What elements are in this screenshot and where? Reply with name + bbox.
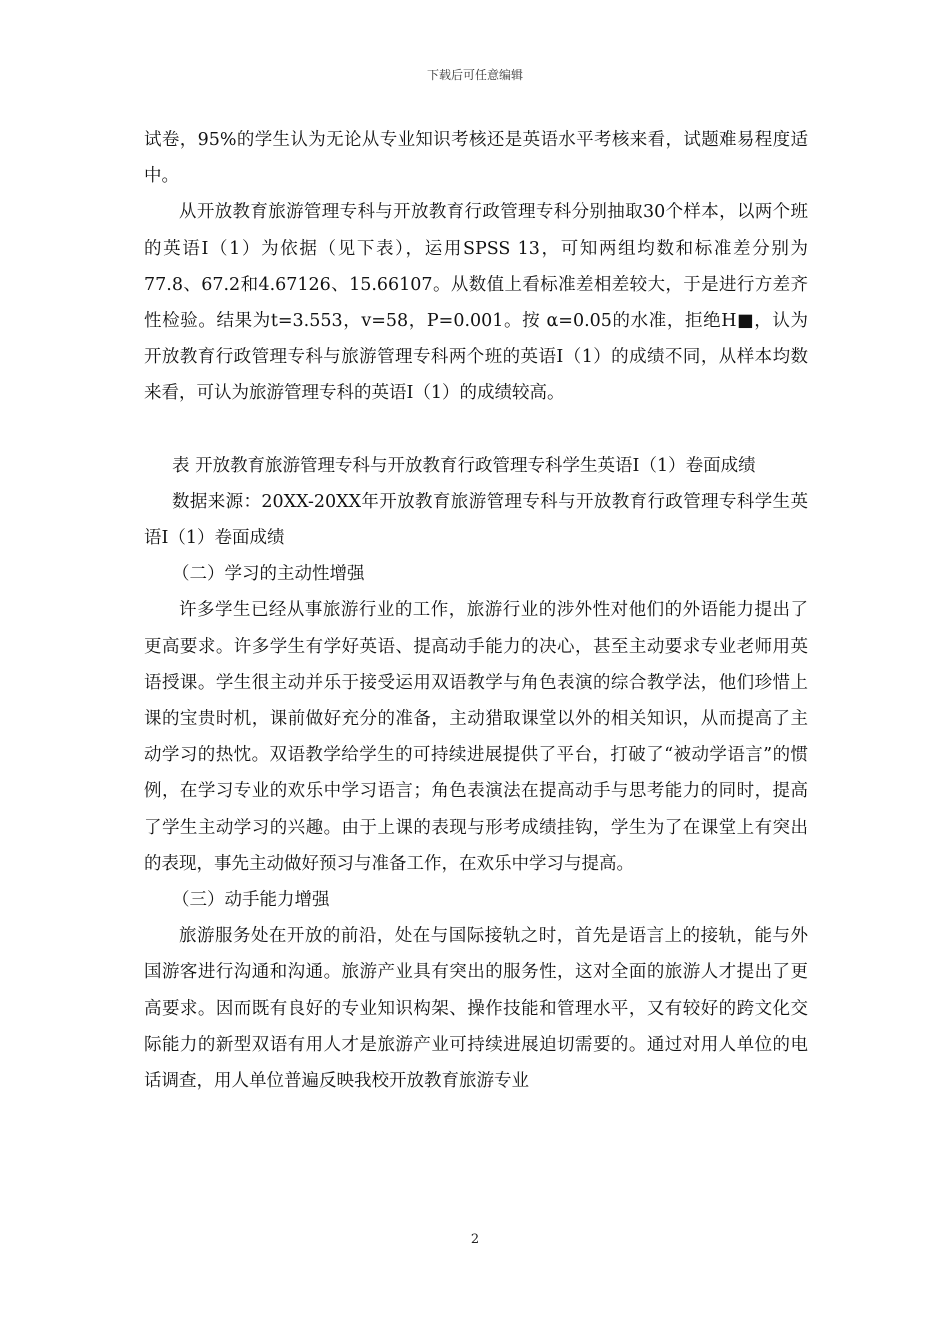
paragraph-initiative: 许多学生已经从事旅游行业的工作，旅游行业的涉外性对他们的外语能力提出了更高要求。许多学生有学好英语、提高动手能力的决心，甚至主动要求专业老师用英语授课。学生很主动并乐于接受运用双语教学与角色表演的综合教学法，他们珍惜上课的宝贵时机，课前做好充分的准备，主动猎取课堂以外的相关知识，从而提高了主动学习的热忱。双语教学给学生的可持续进展提供了平台，打破了“被动学语言”的惯例，在学习专业的欢乐中学习语言；角色表演法在提高动手与思考能力的同时，提高了学生主动学习的兴趣。由于上课的表现与形考成绩挂钩，学生为了在课堂上有突出的表现，事先主动做好预习与准备工作，在欢乐中学习与提高。 [144,600,808,874]
section-heading-2: （二）学习的主动性增强 [172,564,365,585]
table-caption: 表 开放教育旅游管理专科与开放教育行政管理专科学生英语Ⅰ（1）卷面成绩 [172,455,756,476]
section-heading-3: （三）动手能力增强 [172,890,330,911]
paragraph-continuation: 试卷，95%的学生认为无论从专业知识考核还是英语水平考核来看，试题难易程度适中。 [144,130,808,187]
paragraph-gap [144,412,808,448]
document-body [144,122,808,1099]
page-number: 2 [470,1232,480,1247]
paragraph-practical-ability: 旅游服务处在开放的前沿，处在与国际接轨之时，首先是语言上的接轨，能与外国游客进行沟通和沟通。旅游产业具有突出的服务性，这对全面的旅游人才提出了更高要求。因而既有良好的专业知识构架、操作技能和管理水平，又有较好的跨文化交际能力的新型双语有用人才是旅游产业可持续进展迫切需要的。通过对用人单位的电话调查，用人单位普遍反映我校开放教育旅游专业 [144,926,808,1092]
data-source-note: 数据来源：20XX-20XX年开放教育旅游管理专科与开放教育行政管理专科学生英语Ⅰ（1）卷面成绩 [144,491,808,549]
paragraph-statistics: 从开放教育旅游管理专科与开放教育行政管理专科分别抽取30个样本，以两个班的英语Ⅰ（1）为依据（见下表），运用SPSS 13，可知两组均数和标准差分别为77.8、67.2和4.67126、15.66107。从数值上看标准差相差较大，于是进行方差齐性检验。结果为t=3.553，v=58，P=0.001。按 α=0.05的水准，拒绝H■，认为开放教育行政管理专科与旅游管理专科两个班的英语Ⅰ（1）的成绩不同，从样本均数来看，可认为旅游管理专科的英语Ⅰ（1）的成绩较高。 [144,202,808,404]
page-header: 下载后可任意编辑 [426,68,523,82]
